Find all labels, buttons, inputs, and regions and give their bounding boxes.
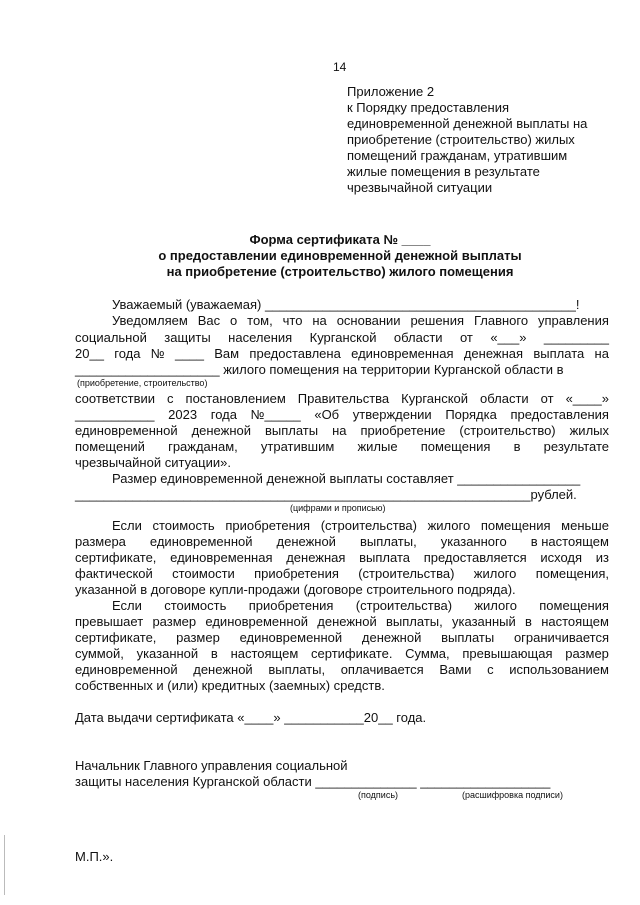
- para-line: ____________________ жилого помещения на территории Курганской области в: [75, 362, 564, 377]
- para-line: единовременной денежной выплаты, оплачивается Вами с использованием: [75, 662, 609, 677]
- para-line: 20__ года № ____ Вам предоставлена единовременная денежная выплата на: [75, 346, 609, 361]
- para-line: чрезвычайной ситуации».: [75, 455, 231, 470]
- appendix-line: Приложение 2: [347, 84, 435, 99]
- appendix-line: единовременной денежной выплаты на: [347, 116, 588, 131]
- para-line: превышает размер единовременной денежной выплаты, указанный в настоящем: [75, 614, 609, 629]
- title-line: Форма сертификата № ____: [249, 232, 431, 247]
- appendix-line: чрезвычайной ситуации: [347, 180, 493, 195]
- page-number: 14: [333, 60, 347, 74]
- para-line: указанной в договоре купли-продажи (договоре строительного подряда).: [75, 582, 516, 597]
- appendix-line: приобретение (строительство) жилых: [347, 132, 575, 147]
- scan-artifact-line: [4, 835, 5, 895]
- para-line: собственных и (или) кредитных (заемных) средств.: [75, 678, 385, 693]
- greeting: Уважаемый (уважаемая) ___________________________________________!: [112, 297, 580, 312]
- appendix-line: к Порядку предоставления: [347, 100, 509, 115]
- para-line: фактической стоимости приобретения (строительства) жилого помещения,: [75, 566, 609, 581]
- signatory-line: Начальник Главного управления социальной: [75, 758, 348, 773]
- para-line: Если стоимость приобретения (строительства) жилого помещения: [112, 598, 609, 613]
- appendix-line: жилые помещения в результате: [347, 164, 540, 179]
- para-line: помещений гражданам, утратившим жилые помещения в результате: [75, 439, 609, 454]
- field-hint: (приобретение, строительство): [77, 378, 208, 388]
- para-line: размера единовременной денежной выплаты, указанного в настоящем: [75, 534, 609, 549]
- signature-decode-hint: (расшифровка подписи): [462, 790, 563, 800]
- para-line: социальной защиты населения Курганской области от «___» _________: [75, 330, 609, 345]
- title-line: на приобретение (строительство) жилого помещения: [166, 264, 514, 279]
- para-line: ___________ 2023 года №_____ «Об утверждении Порядка предоставления: [75, 407, 609, 422]
- issue-date: Дата выдачи сертификата «____» ___________20__ года.: [75, 710, 427, 725]
- field-hint: (цифрами и прописью): [290, 503, 386, 513]
- signatory-line: защиты населения Курганской области ______________ __________________: [75, 774, 551, 789]
- appendix-line: помещений гражданам, утратившим: [347, 148, 568, 163]
- para-line: сертификате, единовременная денежная выплата предоставляется исходя из: [75, 550, 609, 565]
- signature-hint: (подпись): [358, 790, 399, 800]
- title-line: о предоставлении единовременной денежной выплаты: [158, 248, 522, 263]
- stamp-place: М.П.».: [75, 849, 114, 864]
- para-line: единовременной денежной выплаты на приобретение (строительство) жилых: [75, 423, 609, 438]
- amount-line: _______________________________________________________________рублей.: [75, 487, 577, 502]
- para-line: Уведомляем Вас о том, что на основании решения Главного управления: [112, 313, 609, 328]
- para-line: соответствии с постановлением Правительства Курганской области от «____»: [75, 391, 609, 406]
- para-line: Если стоимость приобретения (строительства) жилого помещения меньше: [112, 518, 609, 533]
- para-line: суммой, указанной в настоящем сертификате. Сумма, превышающая размер: [75, 646, 609, 661]
- para-line: сертификате, размер единовременной денежной выплаты ограничивается: [75, 630, 609, 645]
- amount-line: Размер единовременной денежной выплаты составляет _________________: [112, 471, 581, 486]
